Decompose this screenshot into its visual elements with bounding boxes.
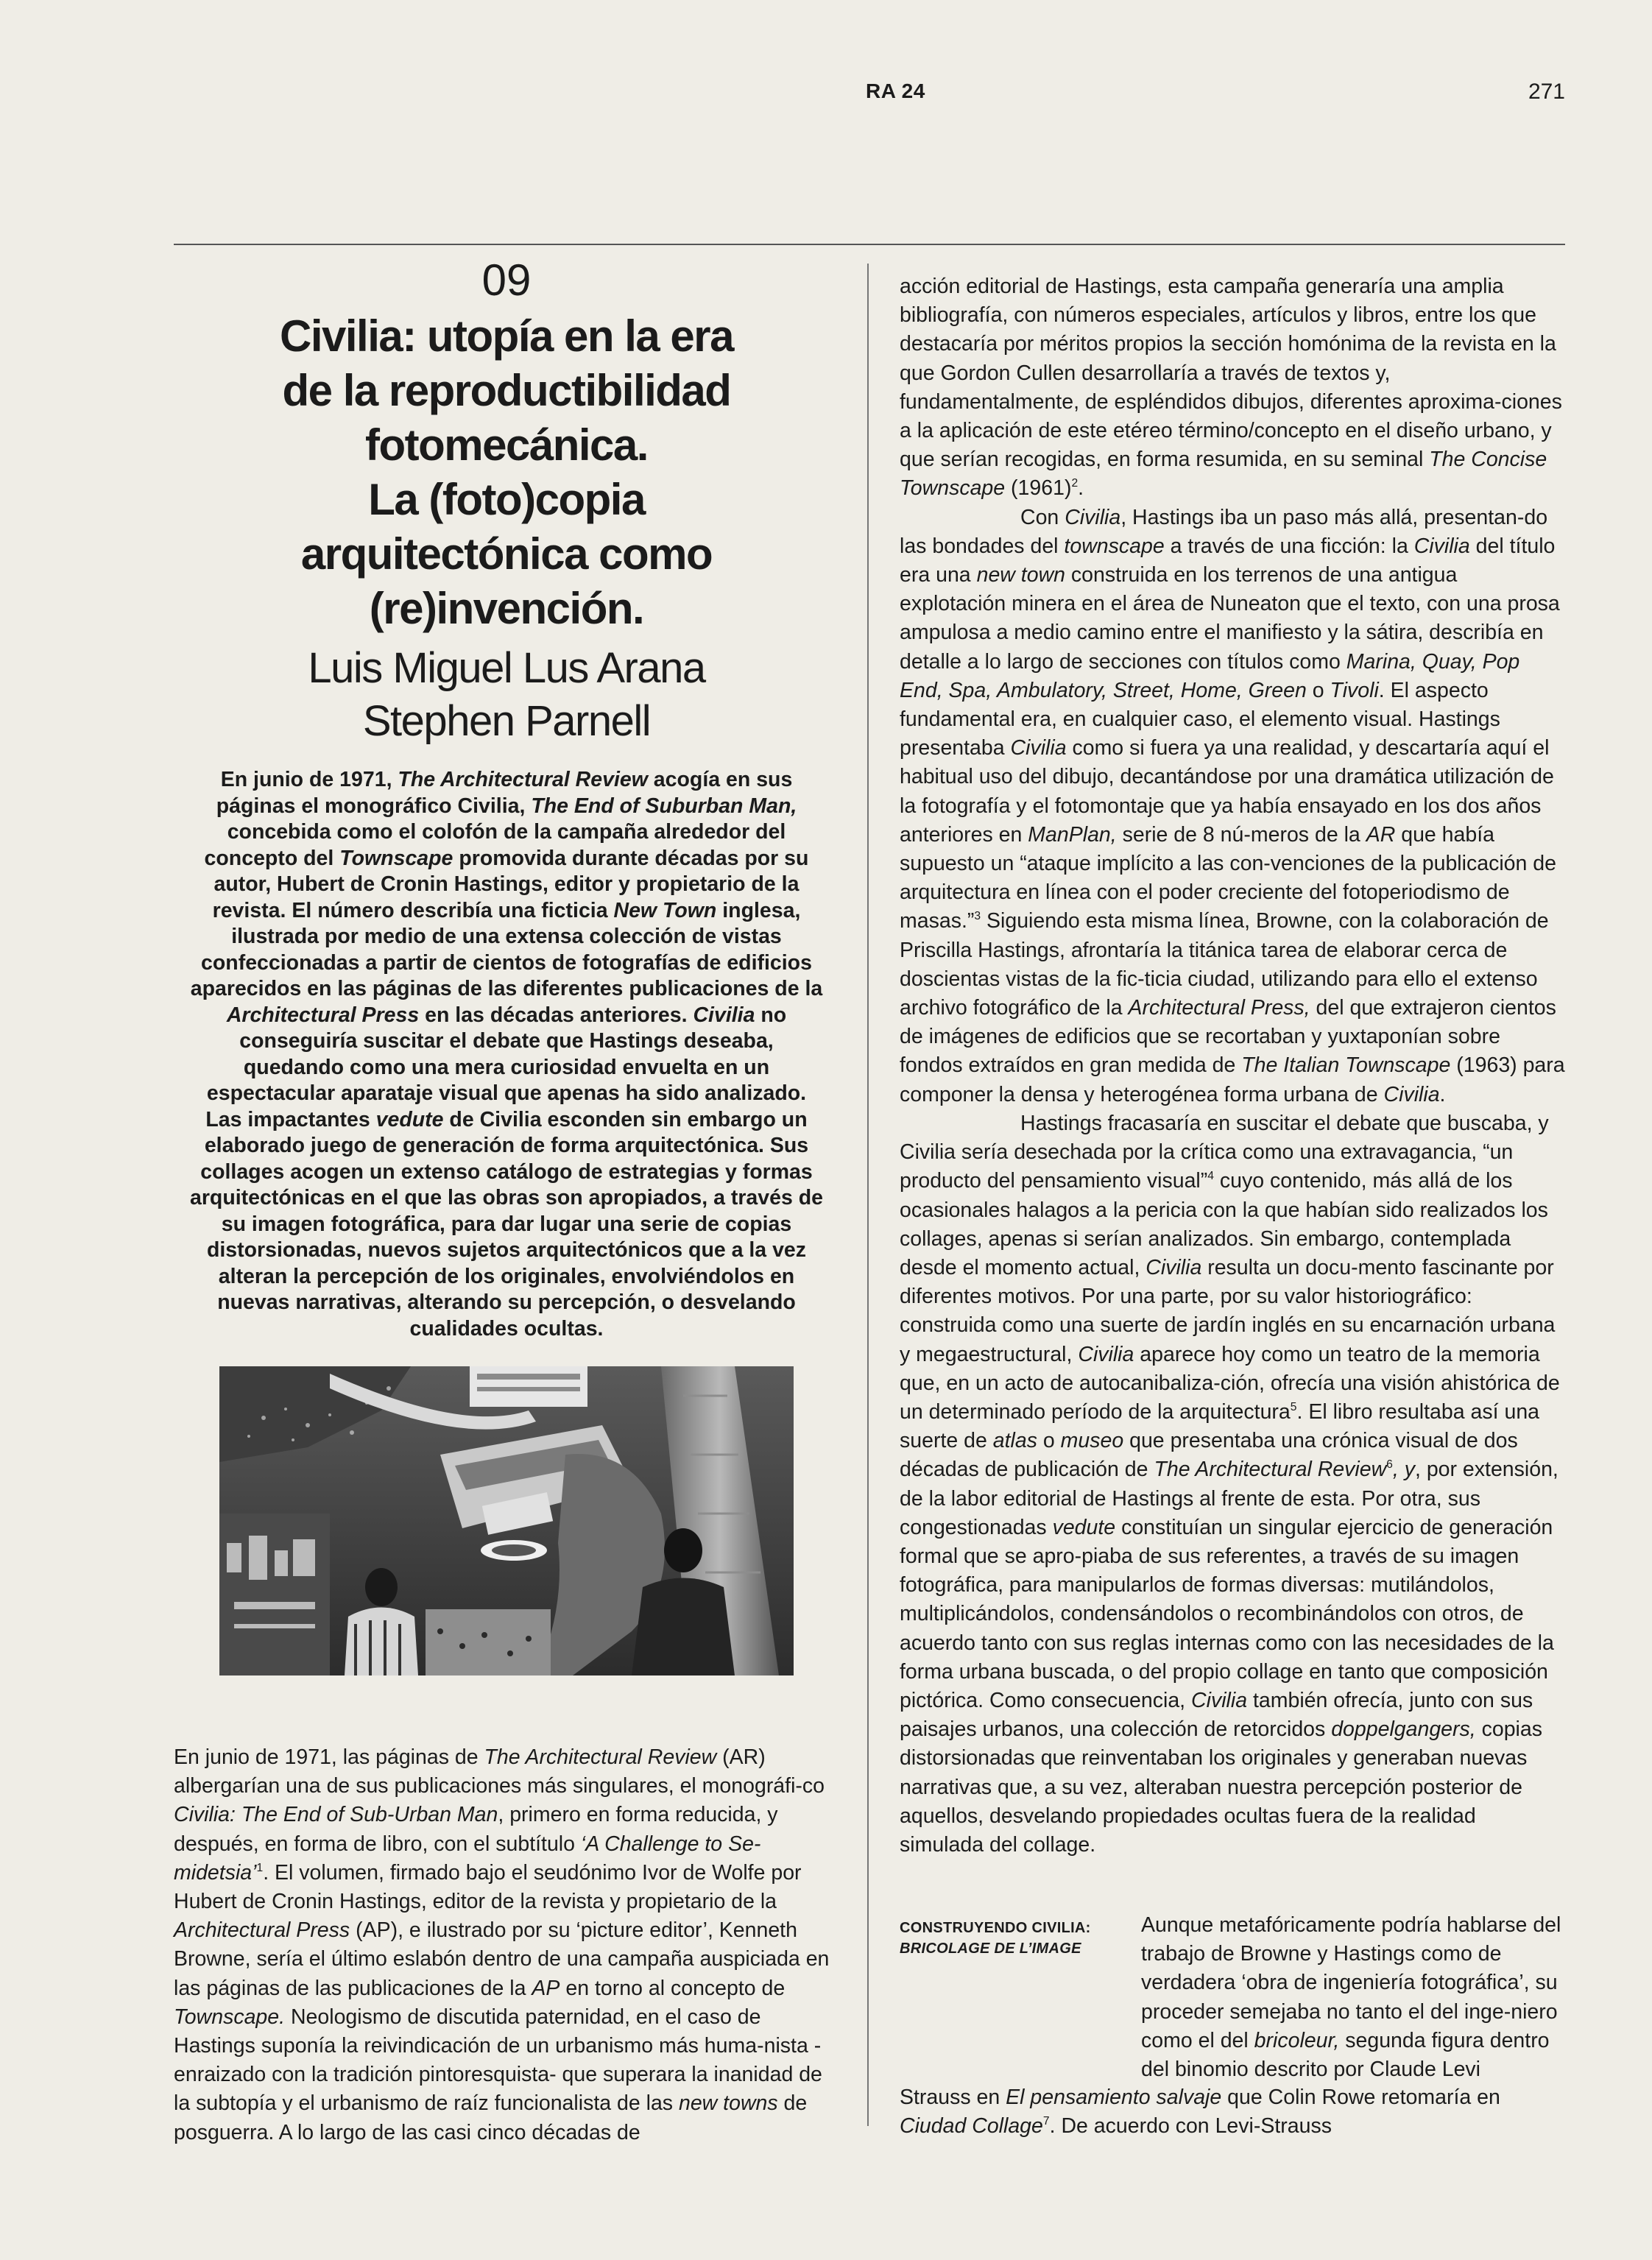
title-line: (re)invención.	[369, 584, 644, 633]
author-name: Stephen Parnell	[362, 697, 651, 745]
body-paragraph: Hastings fracasaría en suscitar el debate que buscaba, y Civilia sería desechada por la crítica como una extravagancia, “un producto del pensamiento visual”$^4$ cuyo contenido, más allá de los ocasionales halagos a la pericia con la que habían sido realizados los collages, apenas si serían analizados. Sin embargo, contemplada desde el momento actual, Civilia resulta un docu-mento fascinante por diferentes motivos. Por una parte, por su valor historiográfico: construida como una suerte de jardín inglés en su encarnación urbana y megaestructural, Civilia aparece hoy como un teatro de la memoria que, en un acto de autocanibaliza-ción, ofrecía una visión ahistórica de un determinado período de la arquitectura$^5$. El libro resultaba así una suerte de atlas o museo que presentaba una crónica visual de dos décadas de publicación de The Architectural Review$^6$, y, por extensión, de la labor editorial de Hastings al frente de esta. Por otra, sus congestionadas vedute constituían un singular ejercicio de generación formal que se apro-piaba de sus referentes, a través de su imagen fotográfica, para manipularlos de formas diversas: mutilándolos, multiplicándolos, condensándolos o recombinándolos con otros, de acuerdo tanto con sus reglas internas como con las necesidades de la forma urbana buscada, o del propio collage en tanto que composición pictórica. Como consecuencia, Civilia también ofrecía, junto con sus paisajes urbanos, una colección de retorcidos doppelgangers, copias distorsionadas que reinventaban los originales y generaban nuevas narrativas que, a su vez, alteraban nuestra percepción posterior de aquellos, desvelando propiedades ocultas fuera de la realidad simulada del collage.	[900, 1111, 1560, 1857]
footnote-marker: 3	[974, 910, 981, 923]
section-paragraph-continuation: Strauss en El pensamiento salvaje que Colin Rowe retomaría en Ciudad Collage$^7$. De acuerdo con Levi-Strauss	[900, 2086, 1500, 2139]
footnote-marker: 7	[1042, 2115, 1050, 2128]
body-paragraph: acción editorial de Hastings, esta campaña generaría una amplia bibliografía, con números especiales, artículos y libros, entre los que destacaría por méritos propios la sección homónima de la revista en la que Gordon Cullen desarrollaría a través de textos y, fundamentalmente, de espléndidos dibujos, diferentes aproxima-ciones a la aplicación de este etéreo término/concepto en el diseño urbano, y que serían recogidas, en forma resumida, en su seminal The Concise Townscape $(1961)^2$.	[900, 275, 1562, 501]
section-heading-line: BRICOLAGE DE L’IMAGE	[900, 1941, 1081, 1957]
footnote-marker: 2	[1071, 477, 1079, 490]
right-column-body	[900, 272, 1565, 1860]
title-line: de la reproductibilidad	[282, 366, 731, 415]
title-line: Civilia: utopía en la era	[279, 311, 734, 361]
footnote-marker: 6	[1386, 1458, 1393, 1472]
section-heading-line: CONSTRUYENDO CIVILIA:	[900, 1920, 1091, 1936]
civilia-collage-photograph	[219, 1366, 794, 1675]
footnote-marker: 5	[1290, 1400, 1297, 1413]
abstract: En junio de 1971, The Architectural Review acogía en sus páginas el monográfico Civilia, The End of Suburban Man, concebida como el colofón de la campaña alrededor del concepto del Townscape promovida durante décadas por su autor, Hubert de Cronin Hastings, editor y propietario de la revista. El número describía una ficticia New Town inglesa, ilustrada por medio de una extensa colección de vistas confeccionadas a partir de cientos de fotografías de edificios aparecidos en las páginas de las diferentes publicaciones de la Architectural Press en las décadas anteriores. Civilia no conseguiría suscitar el debate que Hastings deseaba, quedando como una mera curiosidad envuelta en un espectacular aparataje visual que apenas ha sido analizado. Las impactantes vedute de Civilia esconden sin embargo un elaborado juego de generación de forma arquitectónica. Sus collages acogen un extenso catálogo de estrategias y formas arquitectónicas en el que las obras son apropiados, a través de su imagen fotográfica, para dar lugar una serie de copias distorsionadas, nuevos sujetos arquitectónicos que a la vez alteran la percepción de los originales, envolviéndolos en nuevas narrativas, alterando su percepción, o desvelando cualidades ocultas.	[189, 768, 824, 1341]
page-number: 271	[1528, 80, 1565, 104]
footnote-marker: 4	[1207, 1170, 1214, 1183]
section-heading	[900, 1918, 1143, 1959]
title-line: arquitectónica como	[300, 529, 713, 579]
footnote-marker: 1	[256, 1861, 264, 1874]
title-line: fotomecánica.	[365, 420, 648, 470]
authors	[174, 642, 839, 748]
article-number: 09	[481, 255, 532, 305]
body-paragraph: Con Civilia, Hastings iba un paso más allá, presentan-do las bondades del townscape a través de una ficción: la Civilia del título era una new town construida en los terrenos de una antigua explotación minera en el área de Nuneaton que el texto, con una prosa ampulosa a medio camino entre el manifiesto y la sátira, describía en detalle a lo largo de secciones con títulos como Marina, Quay, Pop End, Spa, Ambulatory, Street, Home, Green o Tivoli. El aspecto fundamental era, en cualquier caso, el elemento visual. Hastings presentaba Civilia como si fuera ya una realidad, y descartaría aquí el habitual uso del dibujo, decantándose por una dramática utilización de la fotografía y el fotomontaje que ya había ensayado en los dos años anteriores en ManPlan, serie de 8 nú-meros de la AR que había supuesto un “ataque implícito a las con-venciones de la publicación de arquitectura en línea con el poder creciente del fotoperiodismo de masas.”$^3$ Siguiendo esta misma línea, Browne, con la colaboración de Priscilla Hastings, afrontaría la titánica tarea de elaborar cerca de doscientas vistas de la fic-ticia ciudad, utilizando para ello el extenso archivo fotográfico de la Architectural Press, del que extrajeron cientos de imágenes de edificios que se recortaban y yuxtaponían sobre fondos extraídos en gran medida de The Italian Townscape (1963) para componer la densa y heterogénea forma urbana de Civilia.	[900, 505, 1565, 1106]
column-divider	[867, 264, 869, 2126]
title-line: La (foto)copia	[368, 475, 645, 524]
body-paragraph: En junio de 1971, las páginas de The Architectural Review (AR) albergarían una de sus publicaciones más singulares, el monográfi-co Civilia: The End of Sub-Urban Man, primero en forma reducida, y después, en forma de libro, con el subtítulo ‘A Challenge to Se-midetsia’$^1$. El volumen, firmado bajo el seudónimo Ivor de Wolfe por Hubert de Cronin Hastings, editor de la revista y propietario de la Architectural Press (AP), e ilustrado por su ‘picture editor’, Kenneth Browne, sería el último eslabón dentro de una campaña auspiciada en las páginas de las publicaciones de la AP en torno al concepto de Townscape. Neologismo de discutida paternidad, en el caso de Hastings suponía la reivindicación de un urbanismo más huma-nista -enraizado con la tradición pintoresquista- que superara la inanidad de la subtopía y el urbanismo de raíz funcionalista de las new towns de posguerra. A lo largo de las casi cinco décadas de	[174, 1745, 830, 2144]
section-paragraph: Aunque metafóricamente podría hablarse del trabajo de Browne y Hastings como de verdadera ‘obra de ingeniería fotográfica’, su proceder semejaba no tanto el del inge-niero como el del bricoleur, segunda figura dentro del binomio descrito por Claude Levi	[1141, 1913, 1561, 2082]
article-title	[174, 309, 839, 636]
author-name: Luis Miguel Lus Arana	[308, 644, 705, 692]
header-rule	[174, 244, 1565, 245]
journal-title: RA 24	[866, 80, 925, 102]
